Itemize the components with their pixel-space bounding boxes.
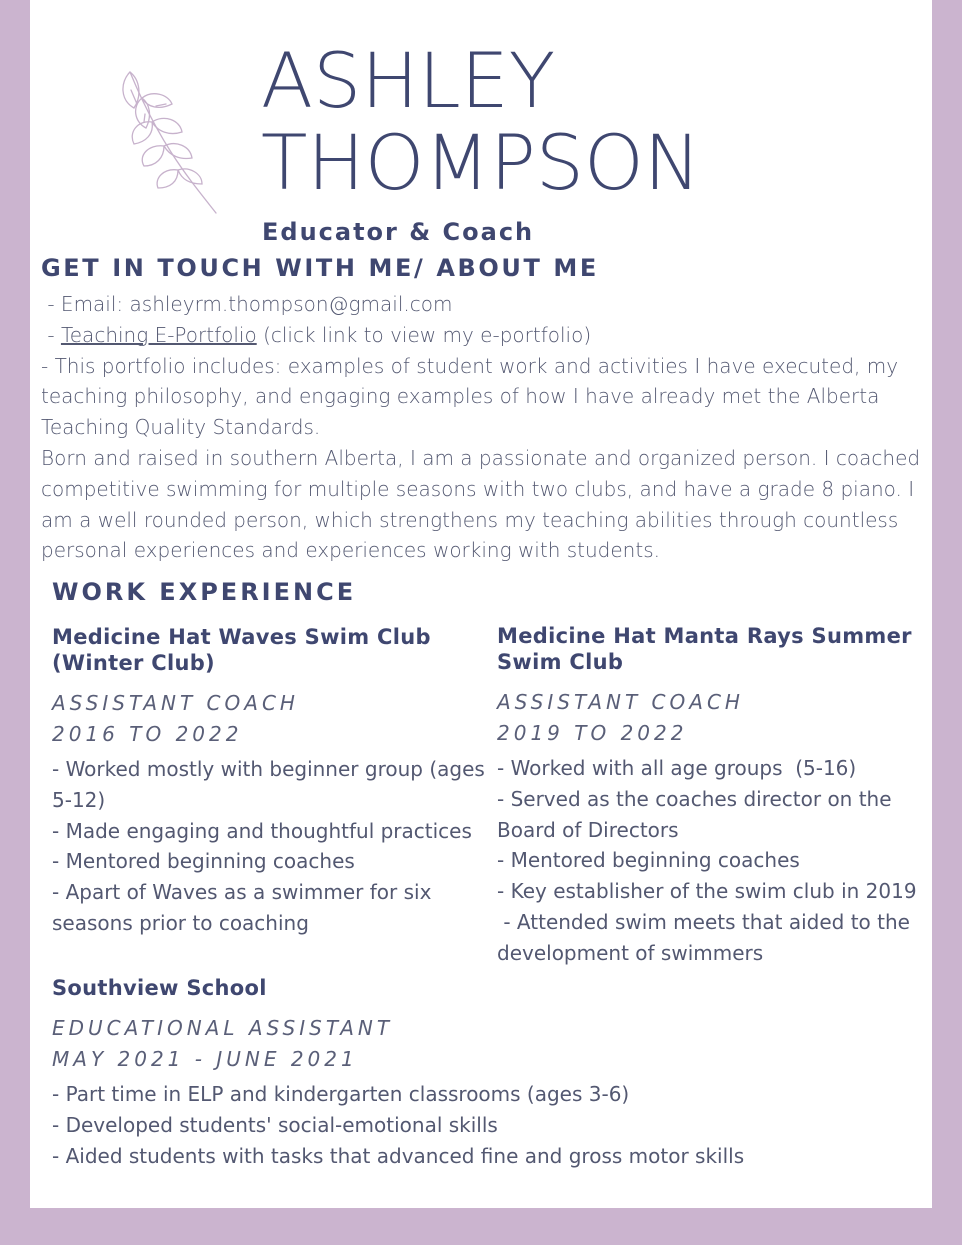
job-title: Medicine Hat Manta Rays Summer Swim Club bbox=[497, 624, 912, 674]
list-item: - Attended swim meets that aided to the development of swimmers bbox=[497, 909, 917, 965]
job-entry bbox=[52, 624, 492, 939]
list-item: - Worked mostly with beginner group (ages 5-12) bbox=[52, 757, 485, 812]
email-line: - Email: ashleyrm.thompson@gmail.com bbox=[41, 292, 453, 316]
list-item: - Apart of Waves as a swimmer for six seasons prior to coaching bbox=[52, 880, 432, 935]
work-heading: WORK EXPERIENCE bbox=[52, 578, 357, 606]
job-entry bbox=[497, 623, 927, 969]
job-role: ASSISTANT COACH bbox=[52, 691, 299, 715]
portfolio-suffix: (click link to view my e-portfolio) bbox=[256, 322, 592, 347]
about-section bbox=[41, 289, 921, 566]
job-title: Medicine Hat Waves Swim Club (Winter Club) bbox=[52, 625, 431, 675]
list-item: - Served as the coaches director on the Board of Directors bbox=[497, 786, 892, 842]
last-name: THOMPSON bbox=[261, 118, 701, 207]
job-entry bbox=[52, 975, 812, 1171]
portfolio-description: - This portfolio includes: examples of student work and activities I have executed, my teaching philosophy, and engaging examples of how I have already met the Alberta Teaching Quality Standards. bbox=[41, 353, 899, 440]
list-item: - Made engaging and thoughtful practices bbox=[52, 818, 472, 843]
job-role: EDUCATIONAL ASSISTANT bbox=[52, 1016, 394, 1040]
job-role: ASSISTANT COACH bbox=[497, 690, 744, 714]
job-dates: MAY 2021 - JUNE 2021 bbox=[52, 1047, 358, 1071]
list-item: - Key establisher of the swim club in 2019 bbox=[497, 879, 917, 904]
portfolio-line bbox=[41, 320, 921, 351]
job-title: Southview School bbox=[52, 976, 267, 1000]
first-name: ASHLEY bbox=[261, 36, 556, 125]
job-items bbox=[52, 754, 492, 939]
job-items bbox=[52, 1079, 812, 1171]
bio: Born and raised in southern Alberta, I am a passionate and organized person. I coached competitive swimming for multiple seasons with two clubs, and have a grade 8 piano. I am a well rounded person, which strengthens my teaching abilities through countless personal experiences and experiences working with students. bbox=[41, 445, 921, 563]
job-dates: 2016 TO 2022 bbox=[52, 722, 243, 746]
job-dates: 2019 TO 2022 bbox=[497, 721, 688, 745]
candidate-name bbox=[261, 36, 701, 207]
resume-page bbox=[30, 0, 932, 1208]
job-subtitle: Educator & Coach bbox=[262, 218, 535, 246]
list-item: - Developed students' social-emotional skills bbox=[52, 1112, 498, 1137]
list-item: - Worked with all age groups (5-16) bbox=[497, 756, 857, 780]
job-items bbox=[497, 753, 927, 969]
list-item: - Mentored beginning coaches bbox=[497, 848, 800, 873]
portfolio-prefix: - bbox=[41, 322, 61, 347]
list-item: - Mentored beginning coaches bbox=[52, 849, 355, 874]
portfolio-link[interactable]: Teaching E-Portfolio bbox=[60, 322, 257, 347]
list-item: - Aided students with tasks that advanced fine and gross motor skills bbox=[52, 1143, 745, 1168]
leaf-icon bbox=[90, 60, 230, 220]
list-item: - Part time in ELP and kindergarten classrooms (ages 3-6) bbox=[52, 1082, 630, 1106]
about-heading: GET IN TOUCH WITH ME/ ABOUT ME bbox=[41, 254, 599, 282]
